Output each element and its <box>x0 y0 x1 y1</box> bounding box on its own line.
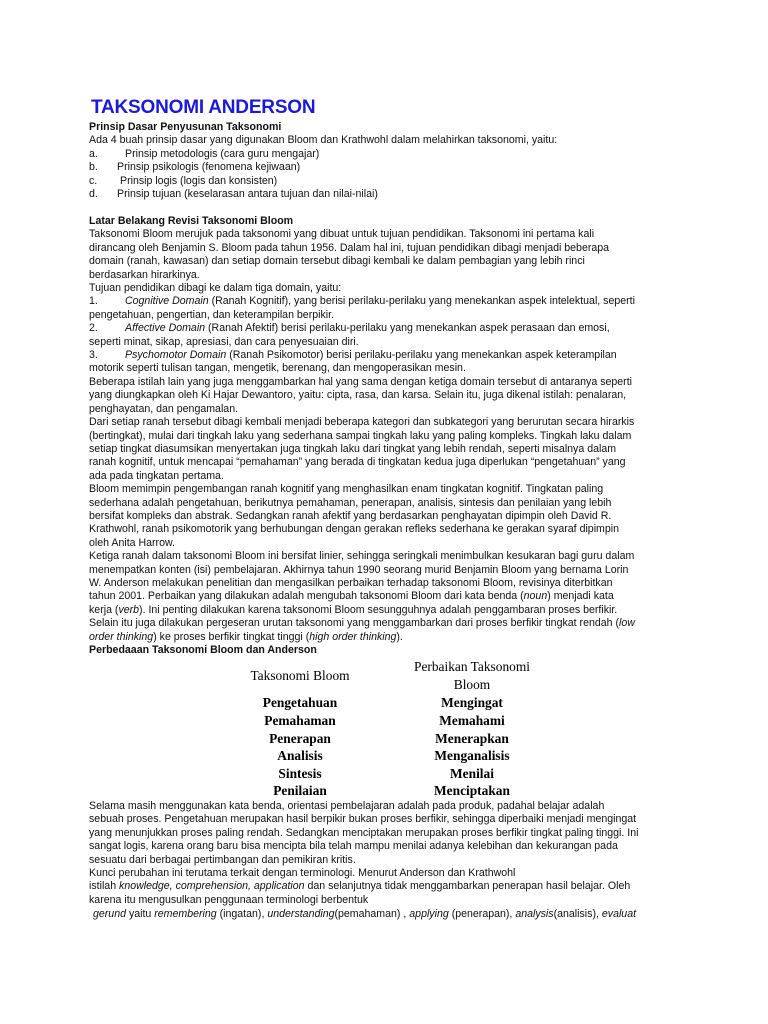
table-cell: Penilaian <box>273 783 327 798</box>
section-heading: Prinsip Dasar Penyusunan Taksonomi <box>89 121 282 133</box>
list-item: b. Prinsip psikologis (fenomena kejiwaan) <box>89 161 301 174</box>
paragraph-line: bersifat kompleks dan abstrak. Sedangkan ranah afektif yang berdasarkan penghayatan dipimpin oleh David R. <box>89 509 612 522</box>
paragraph-line: Selain itu juga dilakukan pergeseran urutan taksonomi yang menggambarkan dari proses berfikir tingkat rendah (low <box>89 617 635 630</box>
paragraph-line: pengetahuan, pengertian, dan keterampilan berpikir. <box>89 308 335 321</box>
paragraph-line: penghayatan, dan pengamalan. <box>89 402 239 415</box>
paragraph-line: kerja (verb). Ini penting dilakukan karena taksonomi Bloom sesungguhnya adalah penggambaran proses berfikir. <box>89 603 618 616</box>
paragraph-line: Selama masih menggunakan kata benda, orientasi pembelajaran adalah pada produk, padahal belajar adalah <box>89 800 605 812</box>
table-header: Taksonomi Bloom <box>250 668 350 683</box>
paragraph-line: yang menunjukkan proses paling rendah. Sedangkan menciptakan merupakan proses berfikir tingkat paling tinggi. Ini <box>89 826 639 839</box>
paragraph-line: yang diungkapkan oleh Ki Hajar Dewantoro, yaitu: cipta, rasa, dan karsa. Selain itu, juga dikenal istilah: penalaran, <box>89 389 627 402</box>
paragraph-line: W. Anderson melakukan penelitian dan mengasilkan perbaikan terhadap taksonomi Bloom, revisinya diterbitkan <box>89 576 613 589</box>
paragraph-line: ada pada tingkatan pertama. <box>89 469 224 482</box>
paragraph-line: motorik seperti tulisan tangan, mengetik, berenang, dan mengoperasikan mesin. <box>89 362 466 375</box>
list-item: d. Prinsip tujuan (keselarasan antara tujuan dan nilai-nilai) <box>89 188 378 201</box>
paragraph-line: Bloom memimpin pengembangan ranah kognitif yang menghasilkan enam tingkatan kognitif. Tingkatan paling <box>89 483 604 496</box>
table-cell: Menilai <box>450 766 494 781</box>
table-header: Perbaikan Taksonomi <box>414 659 530 674</box>
list-item: a. Prinsip metodologis (cara guru mengajar) <box>89 147 320 160</box>
page-title: TAKSONOMI ANDERSON <box>91 97 316 118</box>
paragraph-line: Ketiga ranah dalam taksonomi Bloom ini bersifat linier, sehingga seringkali menimbulkan kesukaran bagi guru dalam <box>89 550 635 563</box>
paragraph-line: Ada 4 buah prinsip dasar yang digunakan Bloom dan Krathwohl dalam melahirkan taksonomi, yaitu: <box>89 134 558 147</box>
section-heading: Perbedaaan Taksonomi Bloom dan Anderson <box>89 644 317 656</box>
table-cell: Sintesis <box>278 766 322 781</box>
paragraph-line: setiap tingkat diasumsikan menyertakan juga tingkah laku dari tingkat yang lebih rendah, seperti misalnya dalam <box>89 442 617 455</box>
paragraph-line: Kunci perubahan ini terutama terkait dengan terminologi. Menurut Anderson dan Krathwohl <box>89 867 516 880</box>
paragraph-line: oleh Anita Harrow. <box>89 536 175 549</box>
table-cell: Pemahaman <box>264 713 336 728</box>
table-cell: Menciptakan <box>434 783 510 798</box>
paragraph-line: sederhana adalah pengetahuan, berikutnya pemahaman, penerapan, analisis, sintesis dan penilaian yang lebih <box>89 496 612 509</box>
paragraph-line: Taksonomi Bloom merujuk pada taksonomi yang dibuat untuk tujuan pendidikan. Taksonomi ini pertama kali <box>89 228 595 241</box>
table-cell: Penerapan <box>269 731 331 746</box>
list-item: c. Prinsip logis (logis dan konsisten) <box>89 174 278 187</box>
paragraph-line: order thinking) ke proses berfikir tingkat tinggi (high order thinking). <box>89 630 403 643</box>
table-header: Bloom <box>453 677 491 692</box>
paragraph-line: menempatkan konten (isi) pembelajaran. Akhirnya tahun 1990 seorang murid Benjamin Bloom yang bernama Lorin <box>89 563 629 576</box>
table-cell: Mengingat <box>441 695 503 710</box>
paragraph-line: Krathwohl, ranah psikomotorik yang berhubungan dengan gerakan refleks sederhana ke gerakan syaraf dipimpin <box>89 523 620 536</box>
table-cell: Memahami <box>439 713 505 728</box>
paragraph-line: sangat logis, karena orang baru bisa mencipta bila telah mampu menilai adanya kelebihan dan kekurangan pada <box>89 840 618 853</box>
section-principles <box>89 121 557 201</box>
paragraph-line: gerund yaitu remembering (ingatan), understanding(pemahaman) , applying (penerapan), analysis(analisis), evaluat <box>93 908 637 921</box>
table-cell: Menerapkan <box>435 731 509 746</box>
section-background <box>89 215 635 657</box>
paragraph-line: Dari setiap ranah tersebut dibagi kembali menjadi beberapa kategori dan subkategori yang berurutan secara hirarkis <box>89 416 635 429</box>
paragraph-line: istilah knowledge, comprehension, application dan selanjutnya tidak menggambarkan penerapan hasil belajar. Oleh <box>89 880 631 893</box>
paragraph-line: (bertingkat), mulai dari tingkah laku yang sederhana sampai tingkah laku yang paling kompleks. Tingkah laku dalam <box>89 429 632 442</box>
paragraph-line: Beberapa istilah lain yang juga menggambarkan hal yang sama dengan ketiga domain tersebut di antaranya seperti <box>89 375 632 388</box>
paragraph-line: domain (ranah, kawasan) dan setiap domain tersebut dibagi kembali ke dalam pembagian yang lebih rinci <box>89 255 585 268</box>
paragraph-line: Tujuan pendidikan dibagi ke dalam tiga domain, yaitu: <box>89 282 342 295</box>
section-conclusion <box>89 800 638 922</box>
paragraph-line: sesuatu dari berbagai pertimbangan dan pemikiran kritis. <box>89 853 356 866</box>
paragraph-line: dirancang oleh Benjamin S. Bloom pada tahun 1956. Dalam hal ini, tujuan pendidikan dibagi menjadi beberapa <box>89 241 610 254</box>
table-cell: Analisis <box>277 748 323 763</box>
paragraph-line: tahun 2001. Perbaikan yang dilakukan adalah mengubah taksonomi Bloom dari kata benda (noun) menjadi kata <box>89 590 614 603</box>
section-heading: Latar Belakang Revisi Taksonomi Bloom <box>89 215 294 227</box>
domain-item: 2. Affective Domain (Ranah Afektif) berisi perilaku-perilaku yang menekankan aspek perasaan dan emosi, <box>89 322 610 335</box>
table-cell: Menganalisis <box>434 748 510 763</box>
paragraph-line: karena itu mengusulkan penggunaan terminologi berbentuk <box>89 893 369 906</box>
paragraph-line: ranah kognitif, untuk mencapai “pemahaman” yang berada di tingkatan kedua juga diperlukan “pengetahuan” yang <box>89 456 626 469</box>
paragraph-line: sebuah proses. Pengetahuan merupakan hasil berpikir bukan proses berfikir, sehingga diperbaiki menjadi mengingat <box>89 813 637 826</box>
domain-item: 1. Cognitive Domain (Ranah Kognitif), yang berisi perilaku-perilaku yang menekankan aspek intelektual, seperti <box>89 295 635 308</box>
domain-item: 3. Psychomotor Domain (Ranah Psikomotor) berisi perilaku-perilaku yang menekankan aspek keterampilan <box>89 349 617 362</box>
paragraph-line: berdasarkan hirarkinya. <box>89 268 200 281</box>
paragraph-line: seperti minat, sikap, apresiasi, dan cara penyesuaian diri. <box>89 335 359 348</box>
table-cell: Pengetahuan <box>262 695 338 710</box>
